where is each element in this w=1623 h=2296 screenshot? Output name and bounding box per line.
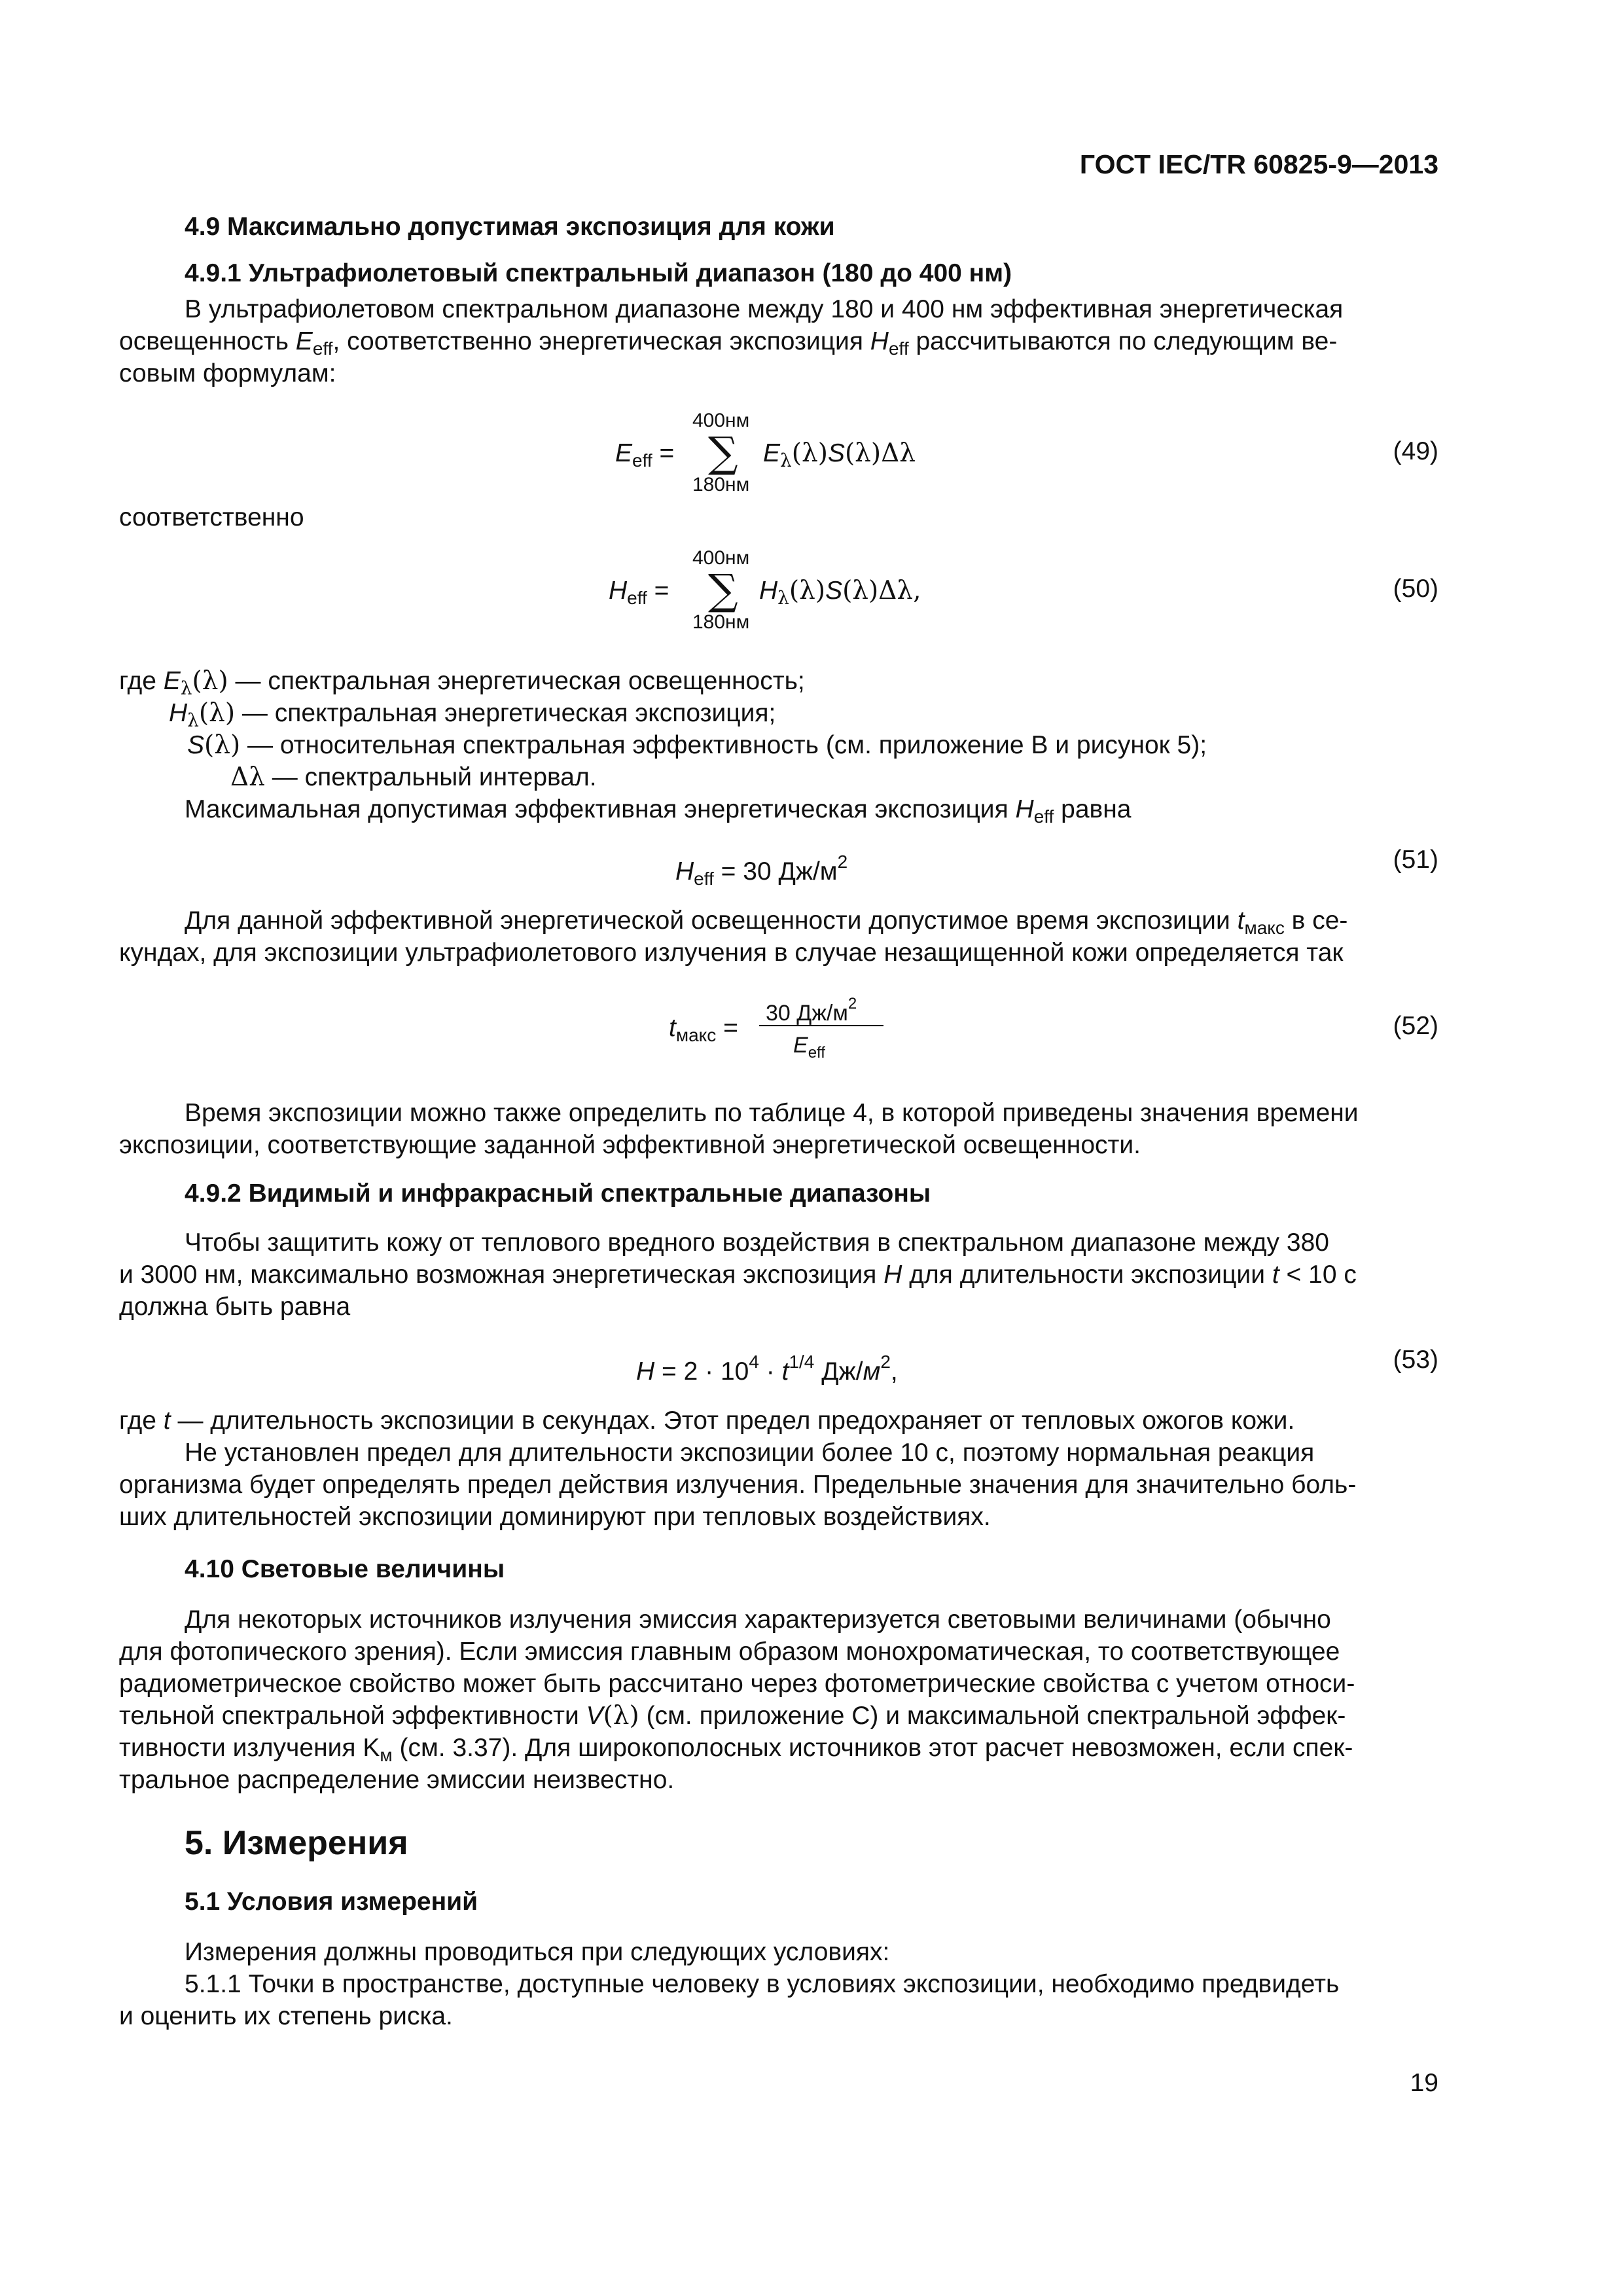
paragraph-line: тивности излучения $K_м$ (см. 3.37). Для широкополосных источников этот расчет невозможен, если спек- bbox=[119, 1734, 1353, 1765]
sum-lower-limit: 180нм bbox=[692, 611, 750, 633]
paragraph-line: освещенность $E_{eff}$, соответственно энергетическая экспозиция $H_{eff}$ рассчитываются по следующим ве- bbox=[119, 327, 1338, 359]
definition-line: Δλ — спектральный интервал. bbox=[230, 762, 597, 792]
sum-upper-limit: 400нм bbox=[692, 410, 750, 431]
paragraph-line: организма будет определять предел действия излучения. Предельные значения для значительно боль- bbox=[119, 1471, 1357, 1499]
sum-symbol: ∑ bbox=[708, 566, 738, 615]
paragraph-line: Максимальная допустимая эффективная энергетическая экспозиция $H_{eff}$ равна bbox=[185, 795, 1132, 827]
equation-51: $H_{eff} = 30$ $Дж/м^2$ bbox=[675, 852, 848, 889]
paragraph-line: Чтобы защитить кожу от теплового вредного воздействия в спектральном диапазоне между 380 bbox=[185, 1229, 1329, 1257]
equation-number: (53) bbox=[1393, 1346, 1438, 1374]
equation-53: $H = 2 \cdot 10^4 \cdot t^{1/4}$ $Дж/м^2$, bbox=[636, 1352, 898, 1386]
paragraph-line: и 3000 нм, максимально возможная энергетическая экспозиция H для длительности экспозиции t < 10 с bbox=[119, 1261, 1357, 1289]
paragraph-line: ших длительностей экспозиции доминируют при тепловых воздействиях. bbox=[119, 1503, 991, 1531]
paragraph-line: где t — длительность экспозиции в секундах. Этот предел предохраняет от тепловых ожогов кожи. bbox=[119, 1407, 1295, 1435]
page-number: 19 bbox=[1410, 2069, 1438, 2097]
equation-49-body: $E_\lambda(\lambda)S(\lambda)\Delta\lambda$ bbox=[763, 439, 916, 471]
paragraph-line: 5.1.1 Точки в пространстве, доступные человеку в условиях экспозиции, необходимо предвидеть bbox=[185, 1970, 1340, 1998]
paragraph-line: должна быть равна bbox=[119, 1293, 351, 1321]
paragraph-line: Измерения должны проводиться при следующих условиях: bbox=[185, 1938, 890, 1966]
sum-symbol: ∑ bbox=[708, 429, 738, 477]
paragraph-line: тельной спектральной эффективности V(λ) (см. приложение С) и максимальной спектральной эффек- bbox=[119, 1701, 1346, 1731]
paragraph-line: соответственно bbox=[119, 503, 304, 531]
paragraph-line: радиометрическое свойство может быть рассчитано через фотометрические свойства с учетом относи- bbox=[119, 1670, 1355, 1698]
fraction-denominator: $E_{eff}$ bbox=[793, 1033, 825, 1062]
fraction-bar bbox=[759, 1025, 883, 1026]
equation-52: $t_{макс}$ = bbox=[669, 1014, 738, 1045]
section-heading-4-9: 4.9 Максимально допустимая экспозиция для кожи bbox=[185, 213, 835, 241]
equation-49: $E_{eff}$ = bbox=[615, 439, 675, 471]
paragraph-line: экспозиции, соответствующие заданной эффективной энергетической освещенности. bbox=[119, 1131, 1141, 1159]
paragraph-line: Не установлен предел для длительности экспозиции более 10 с, поэтому нормальная реакция bbox=[185, 1439, 1315, 1467]
section-heading-5-1: 5.1 Условия измерений bbox=[185, 1888, 478, 1916]
paragraph-line: Время экспозиции можно также определить по таблице 4, в которой приведены значения времени bbox=[185, 1099, 1359, 1127]
fraction-numerator: 30 $Дж/м^2$ bbox=[766, 995, 857, 1026]
equation-50-body: $H_\lambda(\lambda)S(\lambda)\Delta\lambda$, bbox=[759, 576, 921, 609]
section-heading-4-10: 4.10 Световые величины bbox=[185, 1555, 505, 1583]
paragraph-line: кундах, для экспозиции ультрафиолетового излучения в случае незащищенной кожи определяется так bbox=[119, 939, 1344, 967]
definition-line: $H_\lambda(\lambda)$ — спектральная энергетическая экспозиция; bbox=[169, 698, 776, 731]
section-heading-5: 5. Измерения bbox=[185, 1824, 408, 1862]
paragraph-line: совым формулам: bbox=[119, 359, 336, 387]
equation-number: (51) bbox=[1393, 846, 1438, 874]
equation-50: $H_{eff}$ = bbox=[609, 577, 669, 608]
document-header: ГОСТ IEC/TR 60825-9—2013 bbox=[1079, 149, 1438, 179]
equation-number: (52) bbox=[1393, 1012, 1438, 1040]
sum-upper-limit: 400нм bbox=[692, 547, 750, 569]
definition-line: где $E_\lambda(\lambda)$ — спектральная энергетическая освещенность; bbox=[119, 666, 805, 699]
paragraph-line: и оценить их степень риска. bbox=[119, 2002, 453, 2030]
equation-number: (50) bbox=[1393, 575, 1438, 603]
paragraph-line: тральное распределение эмиссии неизвестно. bbox=[119, 1766, 675, 1794]
section-heading-4-9-2: 4.9.2 Видимый и инфракрасный спектральные диапазоны bbox=[185, 1179, 931, 1208]
paragraph-line: Для некоторых источников излучения эмиссия характеризуется световыми величинами (обычно bbox=[185, 1605, 1331, 1634]
paragraph-line: для фотопического зрения). Если эмиссия главным образом монохроматическая, то соответствующее bbox=[119, 1638, 1340, 1666]
equation-number: (49) bbox=[1393, 437, 1438, 465]
definition-line: S(λ) — относительная спектральная эффективность (см. приложение В и рисунок 5); bbox=[187, 730, 1207, 760]
paragraph-line: В ультрафиолетовом спектральном диапазоне между 180 и 400 нм эффективная энергетическая bbox=[185, 295, 1344, 323]
section-heading-4-9-1: 4.9.1 Ультрафиолетовый спектральный диапазон (180 до 400 нм) bbox=[185, 259, 1012, 287]
paragraph-line: Для данной эффективной энергетической освещенности допустимое время экспозиции $t_{макс}$ в се- bbox=[185, 906, 1348, 938]
sum-lower-limit: 180нм bbox=[692, 474, 750, 495]
